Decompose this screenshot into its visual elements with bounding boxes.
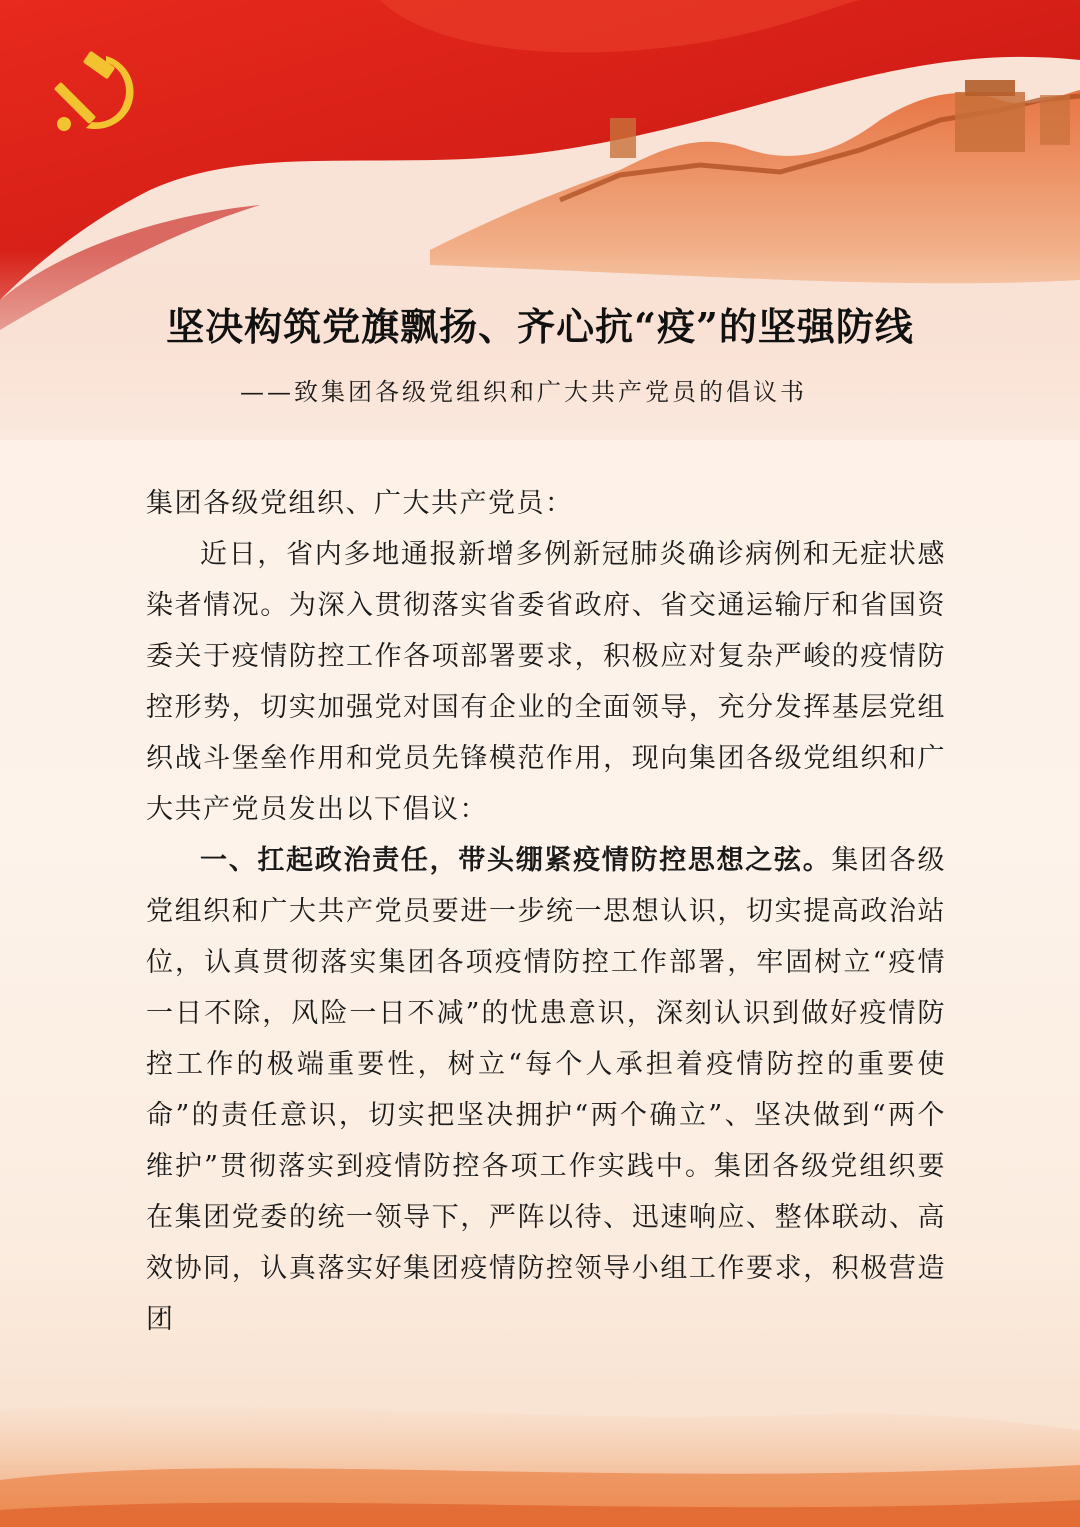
footer-banner (0, 1370, 1080, 1527)
section-1-heading: 一、扛起政治责任，带头绷紧疫情防控思想之弦。 (200, 845, 832, 876)
page-subtitle: ——致集团各级党组织和广大共产党员的倡议书 (240, 378, 807, 406)
section-1-text: 集团各级党组织和广大共产党员要进一步统一思想认识，切实提高政治站位，认真贯彻落实集团各项疫情防控工作部署，牢固树立“疫情一日不除，风险一日不减”的忧患意识，深刻认识到做好疫情防控工作的极端重要性，树立“每个人承担着疫情防控的重要使命”的责任意识，切实把坚决拥护“两个确立”、坚决做到“两个维护”贯彻落实到疫情防控各项工作实践中。集团各级党组织要在集团党委的统一领导下，严阵以待、迅速响应、整体联动、高效协同，认真落实好集团疫情防控领导小组工作要求，积极营造团 (146, 845, 947, 1335)
document-body (146, 478, 946, 1345)
hammer-sickle-icon (48, 42, 148, 142)
page-title: 坚决构筑党旗飘扬、齐心抗“疫”的坚强防线 (166, 304, 914, 349)
paragraph-section-1 (146, 835, 946, 1345)
salutation: 集团各级党组织、广大共产党员： (146, 488, 574, 519)
paragraph-intro: 近日，省内多地通报新增多例新冠肺炎确诊病例和无症状感染者情况。为深入贯彻落实省委省政府、省交通运输厅和省国资委关于疫情防控工作各项部署要求，积极应对复杂严峻的疫情防控形势，切实加强党对国有企业的全面领导，充分发挥基层党组织战斗堡垒作用和党员先锋模范作用，现向集团各级党组织和广大共产党员发出以下倡议： (146, 539, 946, 825)
